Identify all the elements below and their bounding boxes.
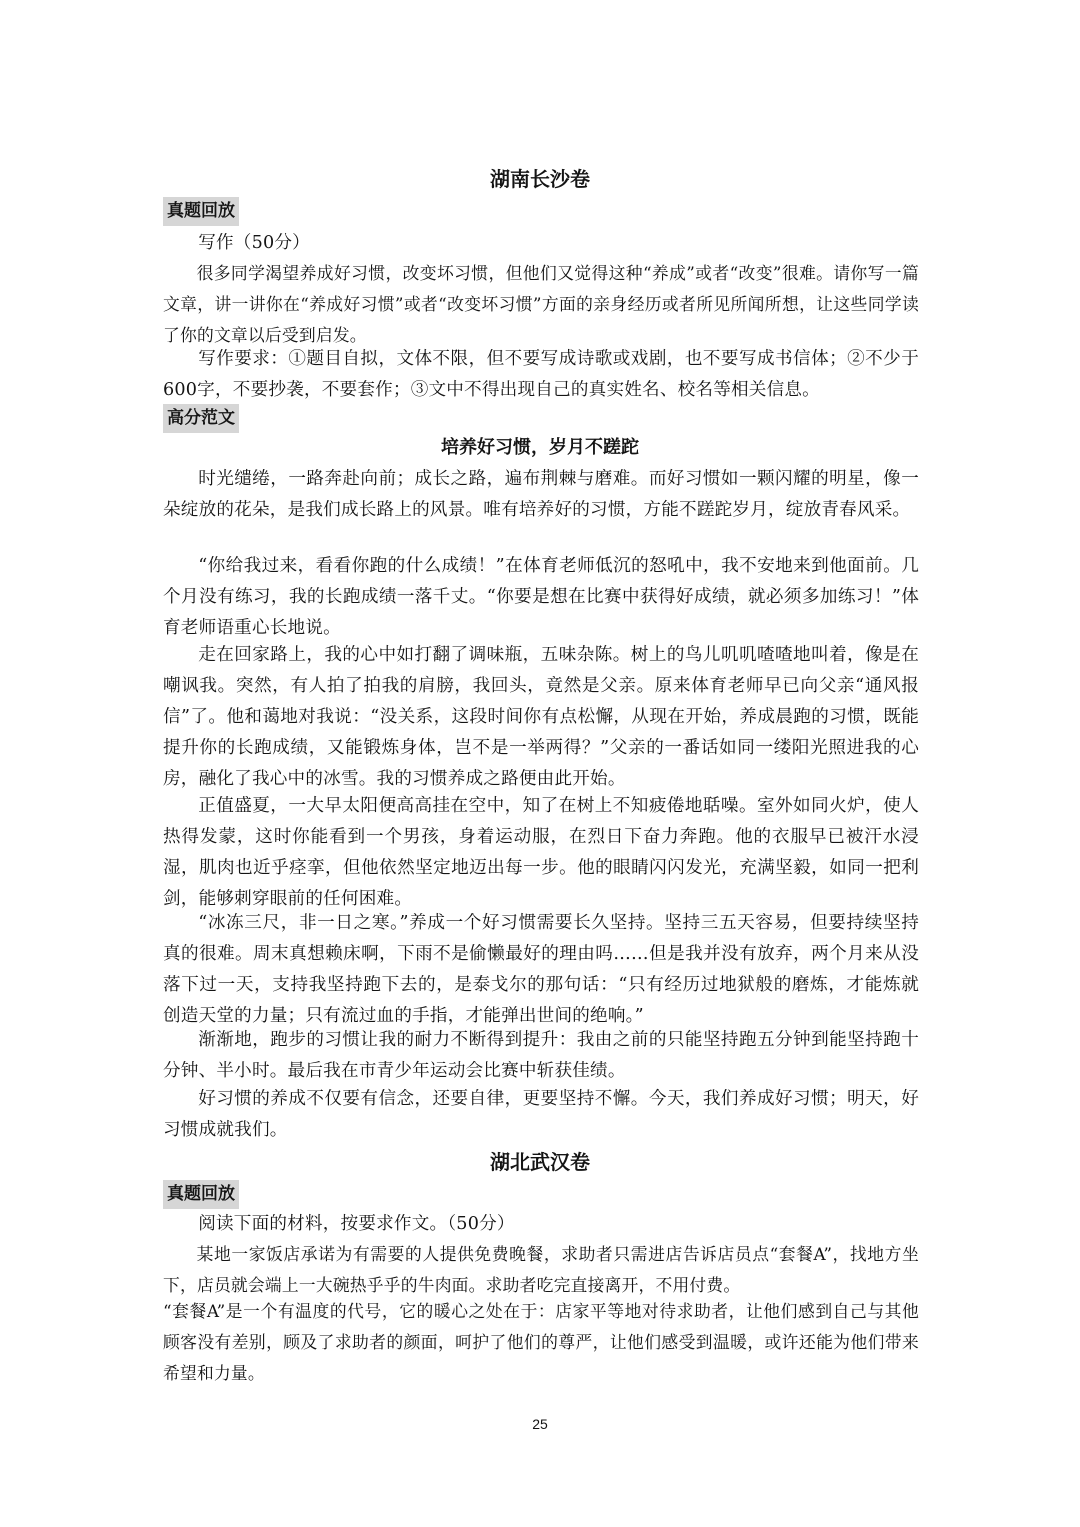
material-paragraph-1: 某地一家饭店承诺为有需要的人提供免费晚餐，求助者只需进店告诉店员点“套餐A”，找地方坐下，店员就会端上一大碗热乎乎的牛肉面。求助者吃完直接离开，不用付费。: [163, 1244, 919, 1295]
prompt-text: 很多同学渴望养成好习惯，改变坏习惯，但他们又觉得这种“养成”或者“改变”很难。请你写一篇文章，讲一讲你在“养成好习惯”或者“改变坏习惯”方面的亲身经历或者所见所闻所想，让这些同学读了你的文章以后受到启发。: [163, 263, 919, 345]
section-title-wuhan: 湖北武汉卷: [490, 1150, 590, 1174]
label-exam-review: 真题回放: [163, 197, 239, 226]
essay-paragraph-6: 渐渐地，跑步的习惯让我的耐力不断得到提升：我由之前的只能坚持跑五分钟到能坚持跑十分钟、半小时。最后我在市青少年运动会比赛中斩获佳绩。: [163, 1030, 919, 1081]
essay-paragraph-2: “你给我过来，看看你跑的什么成绩！”在体育老师低沉的怒吼中，我不安地来到他面前。几个月没有练习，我的长跑成绩一落千丈。“你要是想在比赛中获得好成绩，就必须多加练习！”体育老师语重心长地说。: [163, 556, 919, 638]
essay-paragraph-7: 好习惯的养成不仅要有信念，还要自律，更要坚持不懈。今天，我们养成好习惯；明天，好习惯成就我们。: [163, 1089, 919, 1140]
prompt-heading: 写作（50分）: [198, 233, 310, 253]
label-model-essay: 高分范文: [163, 404, 239, 433]
label-exam-review-2: 真题回放: [163, 1180, 239, 1209]
essay-paragraph-3: 走在回家路上，我的心中如打翻了调味瓶，五味杂陈。树上的鸟儿叽叽喳喳地叫着，像是在嘲讽我。突然，有人拍了拍我的肩膀，我回头，竟然是父亲。原来体育老师早已向父亲“通风报信”了。他和蔼地对我说：“没关系，这段时间你有点松懈，从现在开始，养成晨跑的习惯，既能提升你的长跑成绩，又能锻炼身体，岂不是一举两得？”父亲的一番话如同一缕阳光照进我的心房，融化了我心中的冰雪。我的习惯养成之路便由此开始。: [163, 645, 919, 789]
prompt-heading-2: 阅读下面的材料，按要求作文。（50分）: [198, 1214, 515, 1234]
essay-title: 培养好习惯，岁月不蹉跎: [441, 437, 639, 458]
page-number: 25: [532, 1416, 548, 1432]
section-title-changsha: 湖南长沙卷: [490, 167, 590, 191]
material-paragraph-2: “套餐A”是一个有温度的代号，它的暖心之处在于：店家平等地对待求助者，让他们感到自己与其他顾客没有差别，顾及了求助者的颜面，呵护了他们的尊严，让他们感受到温暖，或许还能为他们带来希望和力量。: [163, 1301, 919, 1383]
essay-paragraph-5: “冰冻三尺，非一日之寒。”养成一个好习惯需要长久坚持。坚持三五天容易，但要持续坚持真的很难。周末真想赖床啊，下雨不是偷懒最好的理由吗……但是我并没有放弃，两个月来从没落下过一天，支持我坚持跑下去的，是泰戈尔的那句话：“只有经历过地狱般的磨炼，才能炼就创造天堂的力量；只有流过血的手指，才能弹出世间的绝响。”: [163, 913, 919, 1026]
essay-paragraph-4: 正值盛夏，一大早太阳便高高挂在空中，知了在树上不知疲倦地聒噪。室外如同火炉，使人热得发蒙，这时你能看到一个男孩，身着运动服，在烈日下奋力奔跑。他的衣服早已被汗水浸湿，肌肉也近乎痉挛，但他依然坚定地迈出每一步。他的眼睛闪闪发光，充满坚毅，如同一把利剑，能够刺穿眼前的任何困难。: [163, 796, 919, 909]
writing-requirements: 写作要求：①题目自拟，文体不限，但不要写成诗歌或戏剧，也不要写成书信体；②不少于600字，不要抄袭，不要套作；③文中不得出现自己的真实姓名、校名等相关信息。: [163, 349, 919, 400]
essay-paragraph-1: 时光缱绻，一路奔赴向前；成长之路，遍布荆棘与磨难。而好习惯如一颗闪耀的明星，像一朵绽放的花朵，是我们成长路上的风景。唯有培养好的习惯，方能不蹉跎岁月，绽放青春风采。: [163, 469, 919, 520]
